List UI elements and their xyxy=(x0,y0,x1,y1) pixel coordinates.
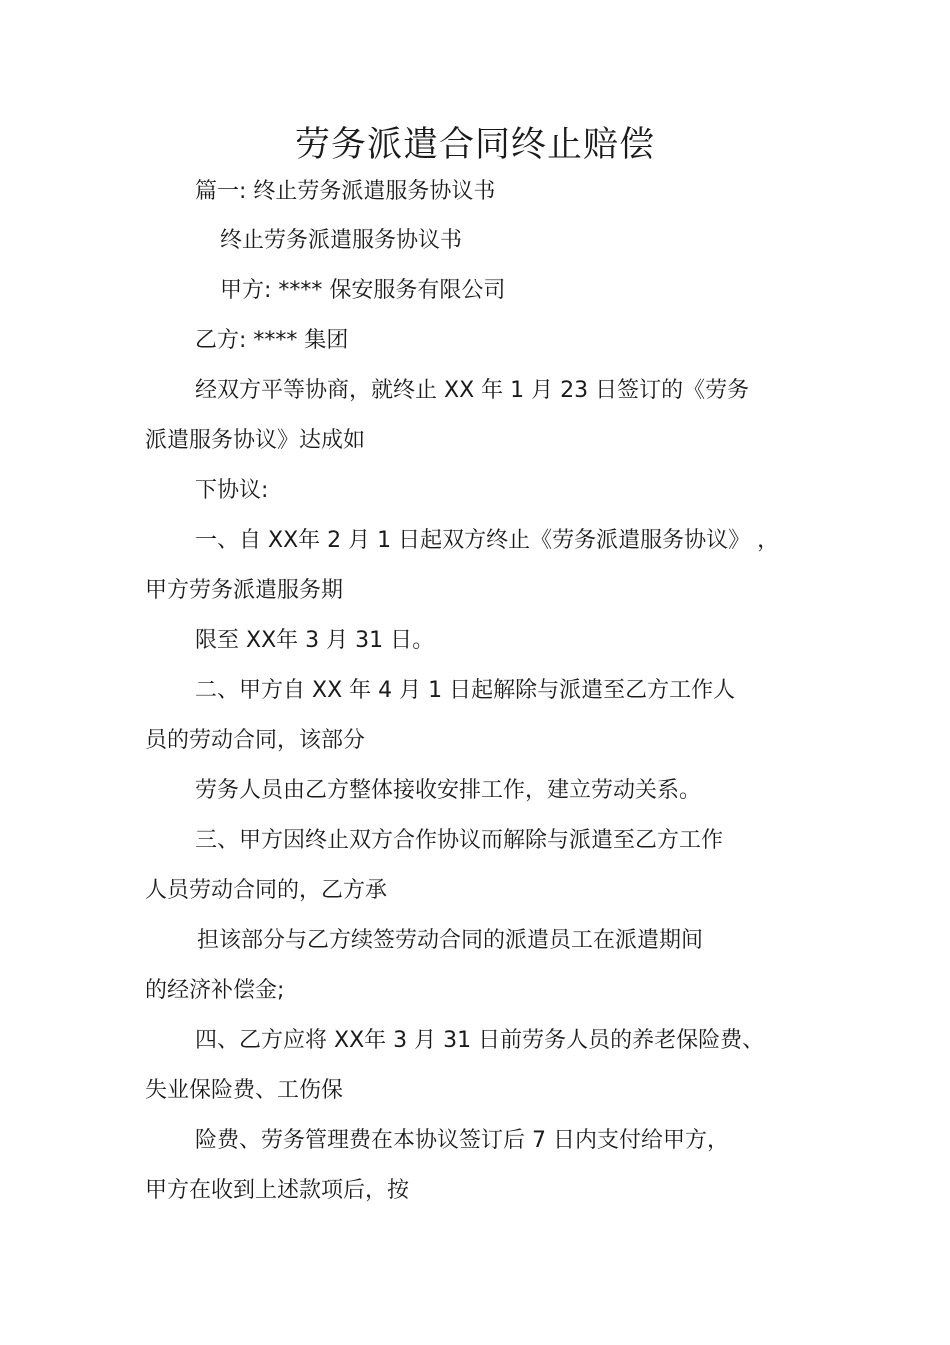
paragraph-line: 经双方平等协商，就终止 XX 年 1 月 23 日签订的《劳务 xyxy=(195,378,750,403)
paragraph-line: 下协议: xyxy=(195,478,269,503)
clause-3-line: 人员劳动合同的，乙方承 xyxy=(145,878,388,903)
clause-4-line: 甲方在收到上述款项后，按 xyxy=(145,1178,410,1203)
clause-4-line: 四、乙方应将 XX年 3 月 31 日前劳务人员的养老保险费、 xyxy=(195,1028,765,1053)
clause-4-line: 失业保险费、工伤保 xyxy=(145,1078,344,1103)
clause-1-line: 限至 XX年 3 月 31 日。 xyxy=(195,628,435,653)
agreement-name: 终止劳务派遣服务协议书 xyxy=(220,228,463,253)
document-title: 劳务派遣合同终止赔偿 xyxy=(294,125,655,165)
section-heading: 篇一: 终止劳务派遣服务协议书 xyxy=(195,179,496,204)
paragraph-line: 派遣服务协议》达成如 xyxy=(145,428,366,453)
clause-3-line: 三、甲方因终止双方合作协议而解除与派遣至乙方工作 xyxy=(195,828,724,853)
clause-4-line: 险费、劳务管理费在本协议签订后 7 日内支付给甲方， xyxy=(195,1128,729,1153)
clause-2-line: 二、甲方自 XX 年 4 月 1 日起解除与派遣至乙方工作人 xyxy=(195,678,736,703)
party-a: 甲方: **** 保安服务有限公司 xyxy=(220,278,506,303)
clause-2-line: 劳务人员由乙方整体接收安排工作，建立劳动关系。 xyxy=(195,778,702,803)
party-b: 乙方: **** 集团 xyxy=(195,328,349,353)
clause-1-line: 一、自 XX年 2 月 1 日起双方终止《劳务派遣服务协议》 ， xyxy=(195,528,780,553)
clause-2-line: 员的劳动合同，该部分 xyxy=(145,728,366,753)
clause-3-line: 担该部分与乙方续签劳动合同的派遣员工在派遣期间 xyxy=(197,928,704,953)
clause-3-line: 的经济补偿金; xyxy=(145,978,285,1003)
clause-1-line: 甲方劳务派遣服务期 xyxy=(145,578,344,603)
